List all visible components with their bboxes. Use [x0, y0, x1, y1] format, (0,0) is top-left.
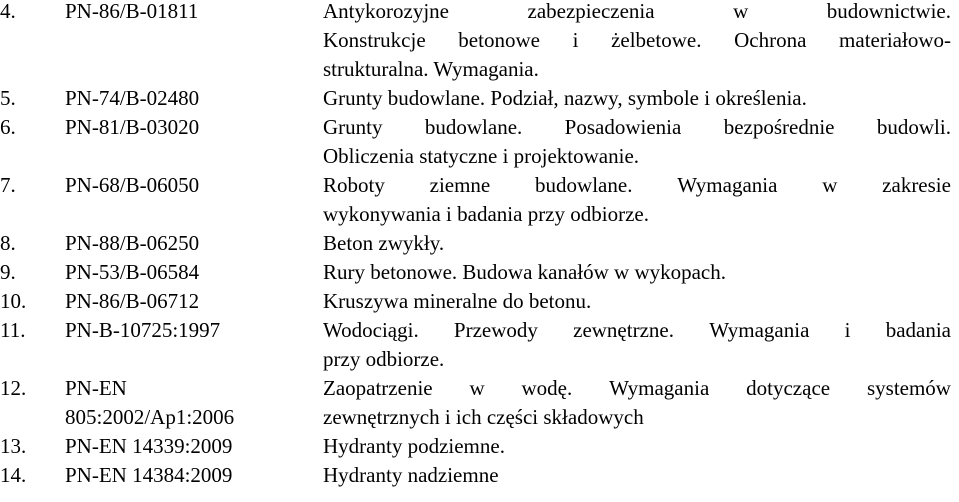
description-line: Rury betonowe. Budowa kanałów w wykopach.: [323, 260, 726, 284]
standard-description: [323, 374, 951, 432]
standard-description: [323, 0, 951, 84]
description-line: Grunty budowlane. Posadowienia bezpośrednie budowli.: [323, 115, 951, 139]
description-line: Grunty budowlane. Podział, nazwy, symbole i określenia.: [323, 86, 807, 110]
item-number-text: 6.: [0, 115, 16, 139]
description-line: zewnętrznych i ich części składowych: [323, 405, 644, 429]
item-number: [0, 258, 65, 287]
standard-code: [65, 432, 323, 461]
standard-code-line: PN-81/B-03020: [65, 115, 200, 139]
standard-description: [323, 229, 951, 258]
item-number: [0, 287, 65, 316]
standard-description: [323, 316, 951, 374]
list-item: [0, 171, 959, 229]
standard-code: [65, 316, 323, 345]
item-number: [0, 171, 65, 200]
standard-description: [323, 113, 951, 171]
standard-description: [323, 432, 951, 461]
description-line: Konstrukcje betonowe i żelbetowe. Ochrona materiałowo-: [323, 28, 951, 52]
list-item: [0, 229, 959, 258]
standard-code: [65, 258, 323, 287]
item-number: [0, 461, 65, 490]
item-number-text: 13.: [0, 434, 27, 458]
item-number: [0, 374, 65, 403]
list-item: [0, 374, 959, 432]
standard-code-line: PN-EN 14339:2009: [65, 434, 233, 458]
standard-code-line: PN-B-10725:1997: [65, 318, 221, 342]
description-line: Roboty ziemne budowlane. Wymagania w zakresie: [323, 173, 951, 197]
item-number: [0, 113, 65, 142]
description-line: Antykorozyjne zabezpieczenia w budownictwie.: [323, 0, 951, 23]
standard-code-line: PN-86/B-01811: [65, 0, 199, 23]
standard-code-line: PN-74/B-02480: [65, 86, 200, 110]
standard-description: [323, 461, 951, 490]
item-number: [0, 229, 65, 258]
standard-code: [65, 84, 323, 113]
standard-code-line: PN-EN: [65, 376, 127, 400]
description-line: Hydranty podziemne.: [323, 434, 505, 458]
standard-code: [65, 374, 323, 432]
description-line: Beton zwykły.: [323, 231, 445, 255]
description-line: Kruszywa mineralne do betonu.: [323, 289, 592, 313]
item-number: [0, 432, 65, 461]
standard-code-line: PN-EN 14384:2009: [65, 463, 233, 487]
description-line: przy odbiorze.: [323, 347, 445, 371]
standard-description: [323, 258, 951, 287]
standard-code: [65, 229, 323, 258]
standard-code-line: PN-86/B-06712: [65, 289, 200, 313]
list-item: [0, 287, 959, 316]
standard-description: [323, 171, 951, 229]
standard-description: [323, 287, 951, 316]
item-number-text: 11.: [0, 318, 26, 342]
description-line: wykonywania i badania przy odbiorze.: [323, 202, 649, 226]
list-item: [0, 316, 959, 374]
standard-code: [65, 287, 323, 316]
standard-code-line: 805:2002/Ap1:2006: [65, 405, 235, 429]
standard-code: [65, 171, 323, 200]
standard-code: [65, 0, 323, 26]
item-number-text: 7.: [0, 173, 16, 197]
standard-code-line: PN-88/B-06250: [65, 231, 200, 255]
item-number-text: 9.: [0, 260, 16, 284]
standard-code: [65, 461, 323, 490]
standard-code-line: PN-68/B-06050: [65, 173, 200, 197]
list-item: [0, 113, 959, 171]
item-number-text: 12.: [0, 376, 27, 400]
list-item: [0, 258, 959, 287]
item-number-text: 4.: [0, 0, 16, 23]
description-line: Zaopatrzenie w wodę. Wymagania dotyczące systemów: [323, 376, 951, 400]
list-item: [0, 84, 959, 113]
list-item: [0, 432, 959, 461]
description-line: Wodociągi. Przewody zewnętrzne. Wymagania i badania: [323, 318, 951, 342]
item-number-text: 14.: [0, 463, 27, 487]
standard-code: [65, 113, 323, 142]
standard-description: [323, 84, 951, 113]
item-number: [0, 316, 65, 345]
item-number-text: 10.: [0, 289, 27, 313]
description-line: Hydranty nadziemne: [323, 463, 499, 487]
description-line: Obliczenia statyczne i projektowanie.: [323, 144, 640, 168]
item-number: [0, 84, 65, 113]
item-number: [0, 0, 65, 26]
list-item: [0, 461, 959, 490]
description-line: strukturalna. Wymagania.: [323, 57, 539, 81]
item-number-text: 8.: [0, 231, 16, 255]
item-number-text: 5.: [0, 86, 16, 110]
list-item: [0, 0, 959, 84]
standard-code-line: PN-53/B-06584: [65, 260, 200, 284]
